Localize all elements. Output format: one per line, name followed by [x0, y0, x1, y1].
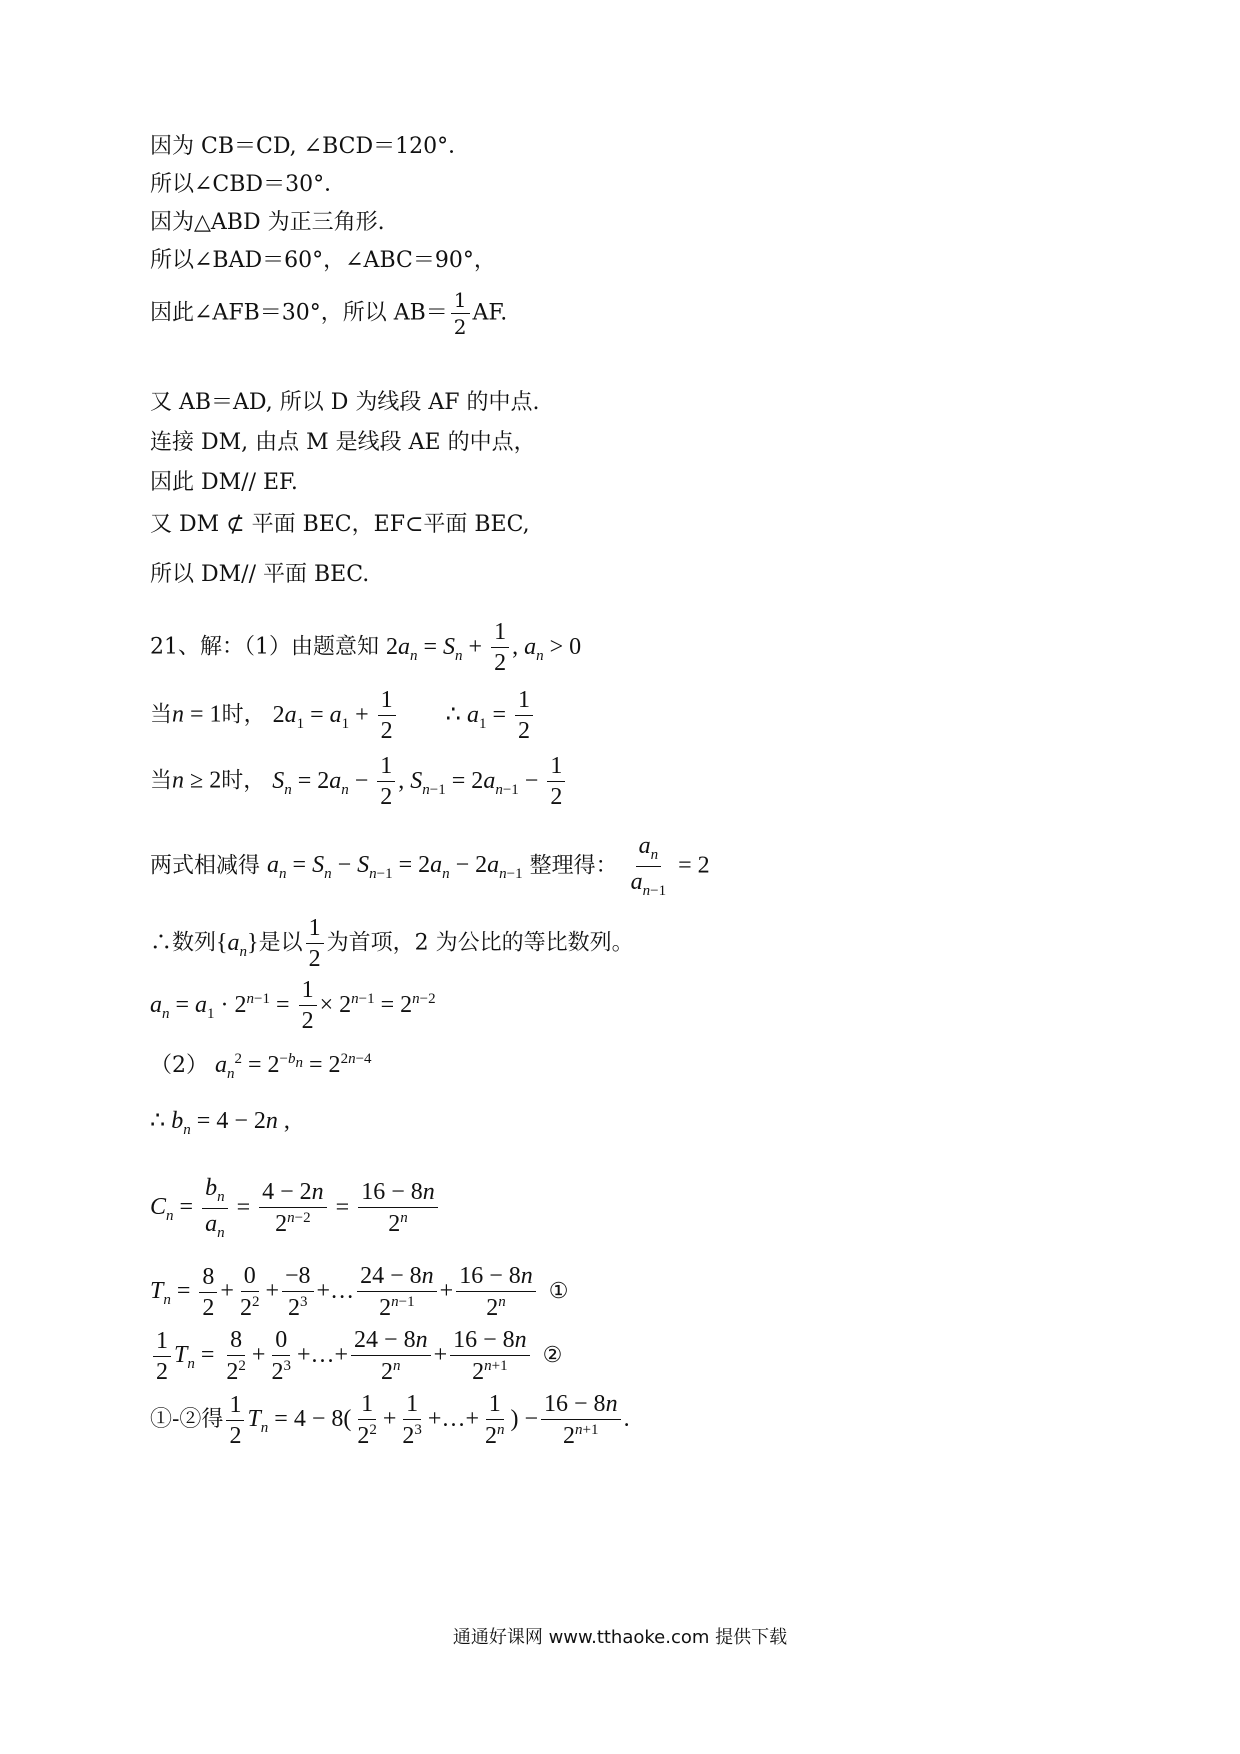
q21-bn: ∴ $b_n = 4 - 2n$ , — [150, 1108, 290, 1138]
q21-intro: 21、解：（1）由题意知 $2a_n = S_n$ + $\frac{1}{2}$ , $a_n > 0$ — [150, 619, 582, 676]
proof-line-3: 因为△ABD 为正三角形. — [150, 210, 385, 235]
q21-cn: $C_n$ = $\frac{b_n}{a_n}$ = $\frac{4 - 2n}{2^{n-2}}$ = $\frac{16 - 8n}{2^n}$ — [150, 1176, 441, 1241]
proof-line-5-text: 因此∠AFB＝30°，所以 AB＝ — [150, 300, 448, 326]
q21-general-term: $a_n = a_1 \cdot 2^{n-1}$ = $\frac{1}{2}$ × $2^{n-1} = 2^{n-2}$ — [150, 977, 436, 1034]
proof-line-4: 所以∠BAD＝60°，∠ABC＝90°， — [150, 248, 496, 273]
q21-part2: （2） $a_n^2 = 2^{-b_n} = 2^{2n-4}$ — [150, 1051, 372, 1082]
proof-line-5: 因此∠AFB＝30°，所以 AB＝ $\frac{1}{2}$ AF. — [150, 288, 508, 339]
formula: $2a_n = S_n$ + — [386, 633, 489, 664]
proof-line-10: 所以 DM// 平面 BEC. — [150, 562, 370, 587]
proof-line-1: 因为 CB＝CD, ∠BCD＝120°． — [150, 134, 471, 159]
q21-difference: ①-②得 $\frac{1}{2}$ $T_n = 4 - 8$( $\frac{1}{2^2}$ + $\frac{1}{2^3}$ +…+ $\frac{1}{2^n}$ ) − $\frac{16 - 8n}{2^{n+1}}$ . — [150, 1391, 630, 1449]
proof-line-6: 又 AB＝AD, 所以 D 为线段 AF 的中点. — [150, 390, 540, 415]
equation-label-1: ① — [548, 1279, 569, 1304]
page-footer: 通通好课网 www.tthaoke.com 提供下载 — [452, 1627, 788, 1648]
half-fraction: $\frac{1}{2}$ — [451, 290, 470, 337]
proof-line-9: 又 DM ⊄ 平面 BEC，EF⊂平面 BEC, — [150, 512, 530, 537]
proof-line-7: 连接 DM, 由点 M 是线段 AE 的中点， — [150, 430, 536, 455]
q21-n1: 当n = 1时， $2a_1 = a_1$ + $\frac{1}{2}$ ∴ $a_1$ = $\frac{1}{2}$ — [150, 688, 536, 743]
q21-subtract: 两式相减得 $a_n = S_n - S_{n-1} = 2a_n - 2a_{n-1}$ 整理得： $\frac{a_n}{a_{n-1}}$ = 2 — [150, 833, 710, 899]
equation-label-2: ② — [542, 1343, 563, 1368]
q21-sequence: ∴数列$\{a_n\}$是以 $\frac{1}{2}$ 为首项，2 为公比的等比数列。 — [150, 915, 634, 972]
proof-line-2: 所以∠CBD＝30°． — [150, 172, 347, 197]
q21-n2: 当n ≥ 2时， $S_n = 2a_n$ − $\frac{1}{2}$ , $S_{n-1} = 2a_{n-1}$ − $\frac{1}{2}$ — [150, 754, 568, 809]
proof-line-8: 因此 DM// EF. — [150, 470, 298, 495]
q21-tn-eq1: $T_n$ = $\frac{8}{2}$ + $\frac{0}{2^2}$ + $\frac{-8}{2^3}$ +… $\frac{24 - 8n}{2^{n-1}}$ + $\frac{16 - 8n}{2^n}$ ① — [150, 1263, 569, 1321]
q21-tn-eq2: $\frac{1}{2}$ $T_n$ = $\frac{8}{2^2}$ + $\frac{0}{2^3}$ +…+ $\frac{24 - 8n}{2^n}$ + $\frac{16 - 8n}{2^{n+1}}$ ② — [150, 1328, 562, 1384]
